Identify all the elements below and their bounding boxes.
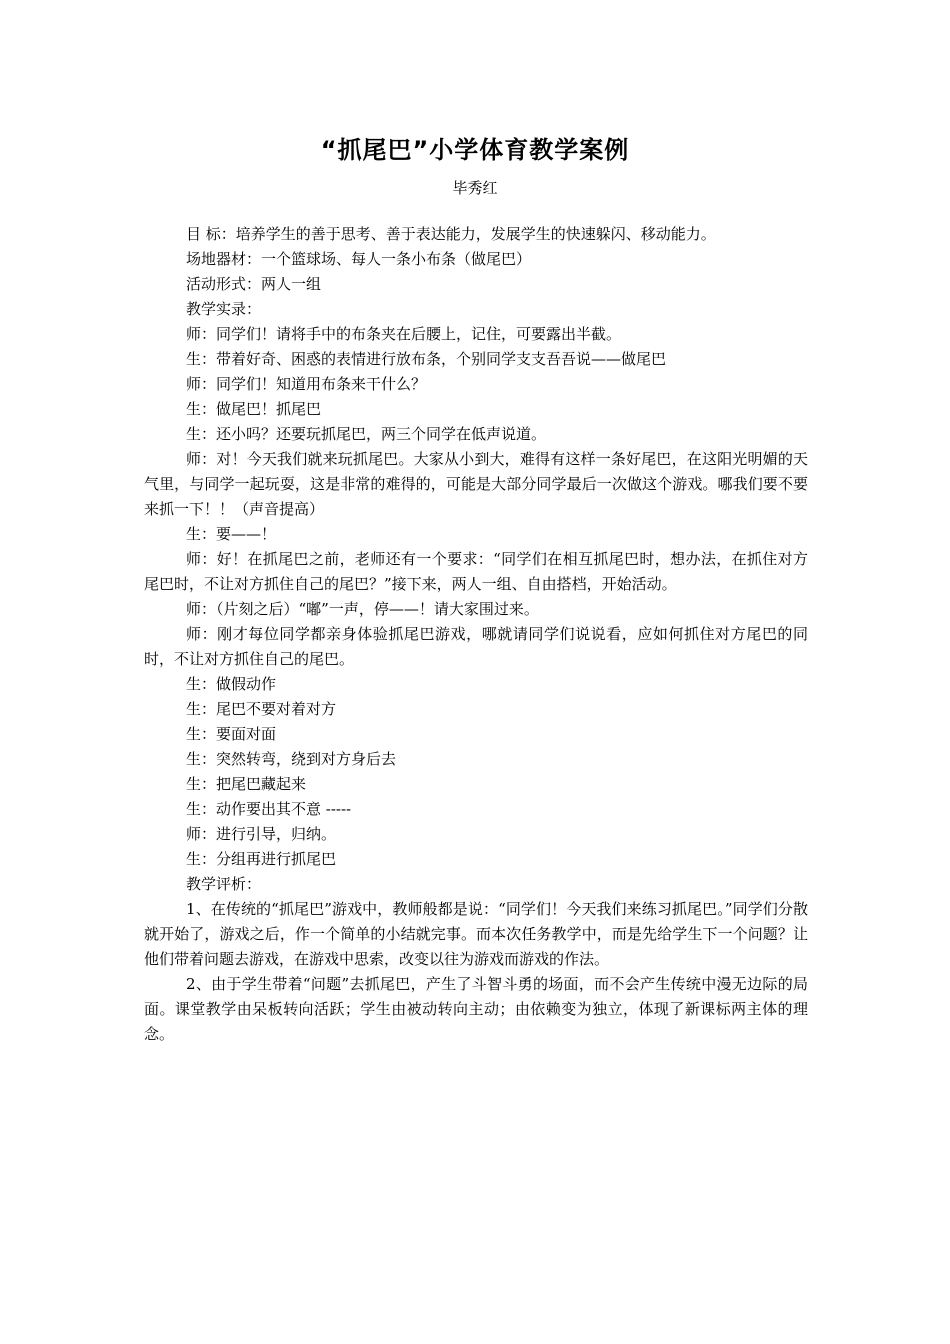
dialogue-line: 师：进行引导，归纳。 — [186, 825, 337, 843]
paragraph-record-heading: 教学实录： — [186, 300, 262, 318]
paragraph-equipment: 场地器材：一个篮球场、每人一条小布条（做尾巴） — [186, 250, 532, 268]
dialogue-line: 生：要面对面 — [186, 725, 277, 743]
paragraph-activity-form: 活动形式：两人一组 — [186, 275, 322, 293]
dialogue-line: 生：突然转弯，绕到对方身后去 — [186, 750, 397, 768]
dialogue-line: 生：还小吗？还要玩抓尾巴，两三个同学在低声说道。 — [186, 425, 547, 443]
document-title: “抓尾巴”小学体育教学案例 — [320, 136, 630, 164]
dialogue-line: 师：对！今天我们就来玩抓尾巴。大家从小到大，难得有这样一条好尾巴，在这阳光明媚的天气里，与同学一起玩耍，这是非常的难得的，可能是大部分同学最后一次做这个游戏。哪我们要不要来抓一下！！（声音提高） — [144, 450, 808, 518]
dialogue-line: 生：把尾巴藏起来 — [186, 775, 307, 793]
dialogue-line: 生：要——！ — [186, 525, 277, 543]
document-author: 毕秀红 — [452, 179, 498, 197]
dialogue-line: 师：同学们！请将手中的布条夹在后腰上，记住，可要露出半截。 — [186, 325, 622, 343]
dialogue-line: 师：好！在抓尾巴之前，老师还有一个要求：“同学们在相互抓尾巴时，想办法，在抓住对方尾巴时，不让对方抓住自己的尾巴？”接下来，两人一组、自由搭档，开始活动。 — [144, 550, 808, 593]
dialogue-line: 师：（片刻之后）“嘟”一声，停——！请大家围过来。 — [186, 600, 539, 618]
dialogue-line: 生：分组再进行抓尾巴 — [186, 850, 337, 868]
dialogue-line: 生：带着好奇、困惑的表情进行放布条，个别同学支支吾吾说——做尾巴 — [186, 350, 667, 368]
dialogue-line: 生：做假动作 — [186, 675, 277, 693]
dialogue-line: 生：动作要出其不意 ----- — [186, 800, 352, 818]
dialogue-line: 师：同学们！知道用布条来干什么？ — [186, 375, 427, 393]
dialogue-line: 师：刚才每位同学都亲身体验抓尾巴游戏，哪就请同学们说说看，应如何抓住对方尾巴的同时，不让对方抓住自己的尾巴。 — [144, 625, 808, 668]
paragraph-evaluation-2: 2、由于学生带着“问题”去抓尾巴，产生了斗智斗勇的场面，而不会产生传统中漫无边际的局面。课堂教学由呆板转向活跃；学生由被动转向主动；由依赖变为独立，体现了新课标两主体的理念。 — [144, 975, 808, 1043]
paragraph-evaluation-1: 1、在传统的“抓尾巴”游戏中，教师般都是说：“同学们！今天我们来练习抓尾巴。”同学们分散就开始了，游戏之后，作一个简单的小结就完事。而本次任务教学中，而是先给学生下一个问题？让他们带着问题去游戏，在游戏中思索，改变以往为游戏而游戏的作法。 — [144, 900, 808, 968]
dialogue-line: 生：尾巴不要对着对方 — [186, 700, 337, 718]
paragraph-goal: 目 标：培养学生的善于思考、善于表达能力，发展学生的快速躲闪、移动能力。 — [186, 225, 716, 243]
dialogue-line: 生：做尾巴！抓尾巴 — [186, 400, 322, 418]
paragraph-evaluation-heading: 教学评析： — [186, 875, 262, 893]
document-body — [144, 222, 808, 1047]
